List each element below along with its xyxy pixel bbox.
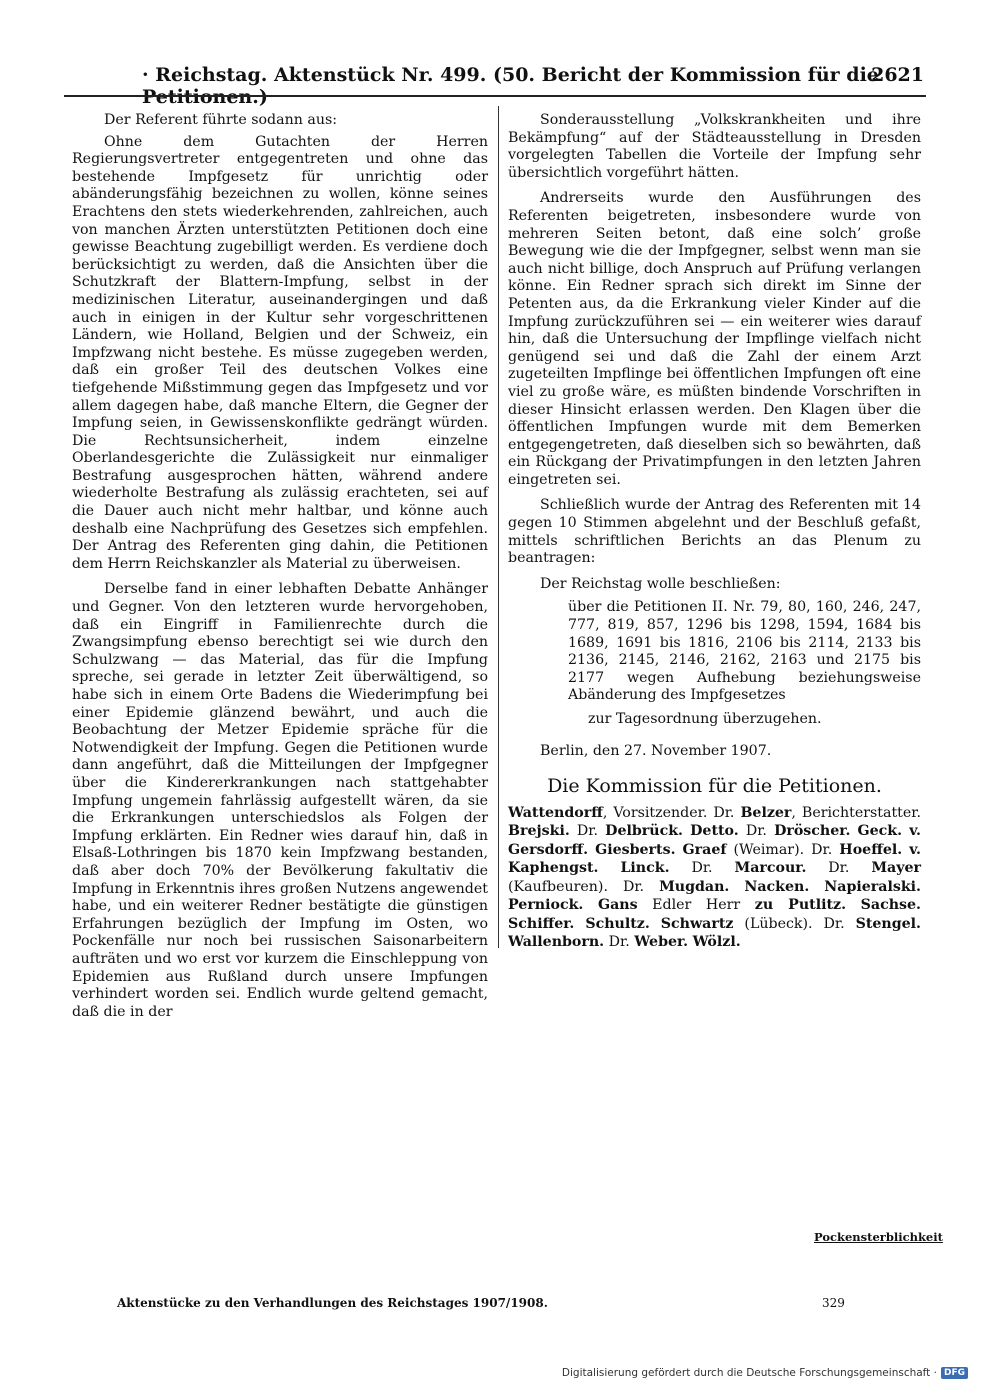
member-suffix: Dr. <box>604 934 635 951</box>
committee-members <box>508 804 921 952</box>
paragraph: Derselbe fand in einer lebhaften Debatte Anhänger und Gegner. Von den letzteren wurde hervorgehoben, daß ein Eingriff in Familienrechte durch die Zwangsimpfung ebenso berechtigt sei wie durch den Schulzwang — das Material, das für die Impfung spreche, sei gerade in letzter Zeit überwältigend, so habe sich in einem Orte Badens die Wiederimpfung bei einer Epidemie glänzend bewährt, und auch die Beobachtung der Metzer Epidemie spräche für die Notwendigkeit der Impfung. Gegen die Petitionen wurde dann angeführt, daß die Mitteilungen der Impfgegner über die Kindererkrankungen nach stattgehabter Impfung ungemein fahrlässig aufgestellt wären, da sie die Erkrankungen unterschiedslos als Folgen der Impfung erklärten. Ein Redner wies darauf hin, daß in Elsaß-Lothringen bis 1870 kein Impfzwang bestanden, daß aber doch 70% der Bevölkerung fakultativ die Impfung in Erkenntnis ihres großen Nutzens angewendet habe, und ein weiterer Redner bestätigte die günstigen Erfahrungen bezüglich der Impfung im Osten, wo Pockenfälle nur noch bei russischen Saisonarbeitern aufträten und wo erst vor kurzem die Einschleppung von Epidemien aus Rußland durch unsere Impfungen verhindert worden sei. Endlich wurde geltend gemacht, daß die in der <box>72 581 488 1020</box>
paragraph: Der Referent führte sodann aus: <box>104 112 338 128</box>
column-divider <box>498 106 499 948</box>
member-suffix: (Kaufbeuren). Dr. <box>508 878 660 895</box>
member-suffix: Dr. <box>569 823 606 840</box>
paragraph: Schließlich wurde der Antrag des Referenten mit 14 gegen 10 Stimmen abgelehnt und der Beschluß gefaßt, mittels schriftlichen Berichts an das Plenum zu beantragen: <box>508 497 921 567</box>
member-name: Wölzl. <box>692 934 741 951</box>
member-suffix <box>729 879 744 895</box>
member-name: Mayer <box>871 860 921 877</box>
member-name: Gans <box>597 897 638 914</box>
motion-intro: Der Reichstag wolle beschließen: <box>540 575 781 592</box>
footer-publication: Aktenstücke zu den Verhandlungen des Reichstages 1907/1908. <box>117 1296 548 1310</box>
member-suffix <box>574 916 585 932</box>
member-name: Schiffer. <box>508 915 575 932</box>
member-name: Detto. <box>690 823 739 840</box>
catchword: Pockensterblichkeit <box>814 1230 943 1244</box>
dfg-credit <box>562 1365 968 1381</box>
member-suffix <box>599 860 621 876</box>
member-suffix: Dr. <box>669 860 735 877</box>
member-suffix: (Lübeck). Dr. <box>733 915 856 932</box>
member-name: Brejski. <box>508 823 570 840</box>
header-rule <box>64 95 926 97</box>
motion-final: zur Tagesordnung überzugehen. <box>588 711 822 727</box>
member-suffix: , Berichterstatter. <box>791 804 921 821</box>
member-name: Nacken. <box>744 878 810 895</box>
member-name: Marcour. <box>734 860 807 877</box>
paragraph: Sonderausstellung „Volkskrankheiten und ihre Bekämpfung“ auf der Städteausstellung in Dresden vorgelegten Tabellen die Vorteile der Impfung sehr übersichtlich vorgeführt hätten. <box>508 112 921 181</box>
member-name: Delbrück. <box>605 823 683 840</box>
member-name: Graef <box>682 841 727 858</box>
member-suffix: , Vorsitzender. Dr. <box>602 804 741 821</box>
dfg-credit-text: Digitalisierung gefördert durch die Deutsche Forschungsgemeinschaft · <box>561 1367 937 1379</box>
right-column <box>508 112 921 952</box>
member-name: Napieralski. <box>824 878 921 895</box>
member-name: Wallenborn. <box>508 934 605 951</box>
member-suffix: Dr. <box>738 823 775 840</box>
member-name: Perniock. <box>508 897 584 914</box>
member-name: v. Gersdorff. <box>508 823 921 858</box>
member-name: Linck. <box>620 860 670 877</box>
dfg-logo-icon: DFG <box>941 1367 968 1379</box>
member-suffix <box>850 823 857 839</box>
member-name: Schwartz <box>660 915 734 932</box>
header-title: · Reichstag. Aktenstück Nr. 499. (50. Bericht der Kommission für die Petitionen.) <box>142 64 879 108</box>
member-suffix <box>846 897 861 913</box>
motion-body: über die Petitionen II. Nr. 79, 80, 160, 246, 247, 777, 819, 857, 1296 bis 1298, 1594, 1684 bis 1689, 1691 bis 1816, 2106 bis 2114, 2133 bis 2136, 2145, 2146, 2162, 2163 und 2175 bis 2177 wegen Aufhebung beziehungsweise Abänderung des Impfgesetzes <box>568 599 921 704</box>
member-name: Stengel. <box>855 915 921 932</box>
member-name: Wattendorff <box>508 804 603 821</box>
page-number: 2621 <box>871 64 924 86</box>
page-header <box>64 62 924 108</box>
member-name: Geck. <box>857 823 903 840</box>
paragraph: Andrerseits wurde den Ausführungen des Referenten beigetreten, insbesondere wurde von mehreren Seiten betont, daß eine solch’ große Bewegung wie die der Impfgegner, selbst wenn man sie auch nicht billige, doch Anspruch auf Prüfung verlangen könne. Ein Redner sprach sich direkt im Sinne der Petenten aus, da die Erkrankung vieler Kinder auf die Impfung zurückzuführen sei — ein weiterer wies darauf hin, daß die Untersuchung der Impflinge vielfach nicht genügend sei und daß die Zahl der einem Arzt zugeteilten Impflinge bei öffentlichen Impfungen oft eine viel zu große wäre, es müßten bindende Vorschriften in dieser Hinsicht erlassen werden. Den Klagen über die öffentlichen Impfungen wurde mit dem Bemerken entgegengetreten, daß dieselben sich so bewährten, daß ein Rückgang der Privatimpfungen in den letzten Jahren eingetreten sei. <box>508 190 921 488</box>
member-suffix <box>650 916 661 932</box>
member-name: Giesberts. <box>595 841 676 858</box>
date-line: Berlin, den 27. November 1907. <box>540 742 772 759</box>
member-name: Sachse. <box>860 897 921 914</box>
member-name: Schultz. <box>585 915 650 932</box>
member-suffix <box>809 879 824 895</box>
committee-heading: Die Kommission für die Petitionen. <box>547 775 882 798</box>
member-name: zu Putlitz. <box>754 897 847 914</box>
member-name: Hoeffel. <box>839 841 903 858</box>
member-suffix: Edler Herr <box>637 897 755 914</box>
footer-sheet-number: 329 <box>822 1296 845 1310</box>
member-name: Belzer <box>740 804 792 821</box>
member-suffix <box>583 897 598 913</box>
member-name: Mugdan. <box>659 878 730 895</box>
member-name: Dröscher. <box>774 823 851 840</box>
member-suffix: Dr. <box>806 860 872 877</box>
left-column <box>72 112 488 1029</box>
member-suffix <box>676 842 683 858</box>
paragraph: Ohne dem Gutachten der Herren Regierungsvertreter entgegentreten und ohne das bestehende Impfgesetz für unrichtig oder abänderungsfähig bezeichnen zu wollen, könne seines Erachtens den stets wiederkehrenden, zahlreichen, auch von manchen Ärzten unterstützten Petitionen doch eine gewisse Beachtung zugebilligt werden. Es verdiene doch berücksichtigt zu werden, daß die Ansichten über die Schutzkraft der Blattern-Impfung, selbst in der medizinischen Literatur, auseinandergingen und daß auch in einigen in der Kultur sehr vorgeschrittenen Ländern, wie Holland, Belgien und der Schweiz, ein Impfzwang nicht bestehe. Es müsse zugegeben werden, daß ein großer Teil des deutschen Volkes eine tiefgehende Mißstimmung gegen das Impfgesetz und vor allem dagegen habe, daß manche Eltern, die Gegner der Impfung seien, in Gewissenskonflikte gedrängt würden. Die Rechtsunsicherheit, indem einzelne Oberlandesgerichte die Zulässigkeit nur einmaliger Bestrafung ausgesprochen hätten, während andere wiederholte Bestrafung als zulässig erachteten, sei auf die Dauer auch nicht mehr haltbar, und könne auch deshalb eine Nachprüfung des Gesetzes sich empfehlen. Der Antrag des Referenten ging dahin, die Petitionen dem Herrn Reichskanzler als Material zu überweisen. <box>72 133 488 572</box>
member-name: v. Kaphengst. <box>508 841 921 877</box>
member-name: Weber. <box>634 934 689 951</box>
member-suffix: (Weimar). Dr. <box>726 841 840 858</box>
